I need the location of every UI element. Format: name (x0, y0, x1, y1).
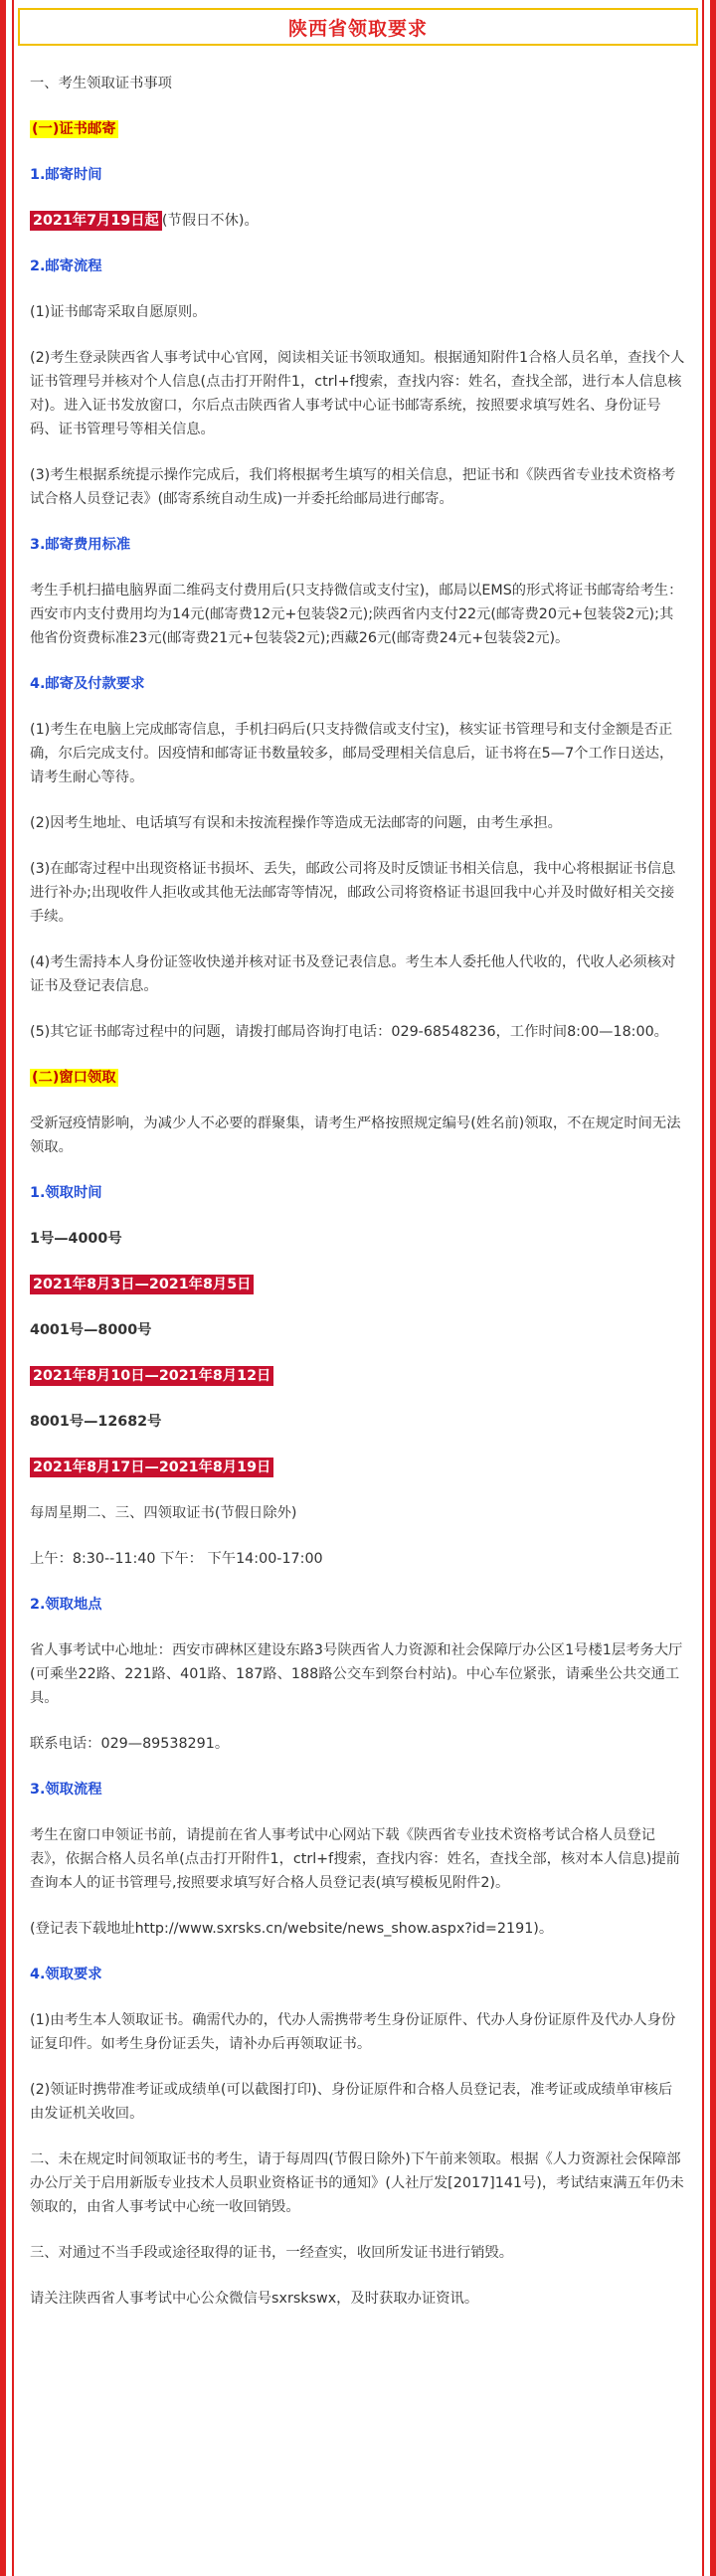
section-1-title: 一、考生领取证书事项 (30, 76, 172, 91)
fee-heading: 3.邮寄费用标准 (30, 537, 131, 553)
window-req-1: (1)由考生本人领取证书。确需代办的，代办人需携带考生身份证原件、代办人身份证原件及代办人身份证复印件。如考生身份证丢失，请补办后再领取证书。 (30, 2012, 676, 2052)
payment-2: (2)因考生地址、电话填写有误和未按流程操作等造成无法邮寄的问题，由考生承担。 (30, 815, 562, 831)
date-range-2: 2021年8月10日—2021年8月12日 (30, 1366, 273, 1386)
mail-flow-heading: 2.邮寄流程 (30, 258, 102, 274)
window-intro: 受新冠疫情影响，为减少人不必要的群聚集，请考生严格按照规定编号(姓名前)领取，不在规定时间无法领取。 (30, 1116, 681, 1155)
mail-heading: (一)证书邮寄 (32, 121, 116, 137)
follow-wechat: 请关注陕西省人事考试中心公众微信号sxrskswx，及时获取办证资讯。 (30, 2291, 479, 2307)
mail-time-heading: 1.邮寄时间 (30, 167, 102, 183)
window-flow-heading: 3.领取流程 (30, 1782, 102, 1798)
mail-flow-1: (1)证书邮寄采取自愿原则。 (30, 304, 207, 320)
payment-5: (5)其它证书邮寄过程中的问题，请拨打邮局咨询打电话：029-68548236，工作时间8:00—18:00。 (30, 1024, 668, 1040)
number-range-1: 1号—4000号 (30, 1231, 122, 1247)
number-range-2: 4001号—8000号 (30, 1322, 152, 1338)
payment-1: (1)考生在电脑上完成邮寄信息，手机扫码后(只支持微信或支付宝)，核实证书管理号和支付金额是否正确，尔后完成支付。因疫情和邮寄证书数量较多，邮局受理相关信息后，证书将在5—7个工作日送达，请考生耐心等待。 (30, 722, 674, 785)
article-body (30, 50, 686, 2311)
payment-3: (3)在邮寄过程中出现资格证书损坏、丢失，邮政公司将及时反馈证书相关信息，我中心将根据证书信息进行补办;出现收件人拒收或其他无法邮寄等情况，邮政公司将资格证书退回我中心并及时做好相关交接手续。 (30, 861, 676, 925)
window-req-heading: 4.领取要求 (30, 1967, 102, 1982)
number-range-3: 8001号—12682号 (30, 1414, 162, 1430)
weekly-schedule: 每周星期二、三、四领取证书(节假日除外) (30, 1505, 297, 1521)
payment-heading: 4.邮寄及付款要求 (30, 676, 145, 692)
mail-date-note: (节假日不休)。 (161, 213, 259, 229)
window-flow-text: 考生在窗口申领证书前，请提前在省人事考试中心网站下载《陕西省专业技术资格考试合格人员登记表》，依据合格人员名单(点击打开附件1，ctrl+f搜索，查找内容：姓名，查找全部，核对本人信息)提前查询本人的证书管理号,按照要求填写好合格人员登记表(填写模板见附件2)。 (30, 1827, 680, 1891)
section-2-text: 二、未在规定时间领取证书的考生，请于每周四(节假日除外)下午前来领取。根据《人力资源社会保障部办公厅关于启用新版专业技术人员职业资格证书的通知》(人社厅发[2017]141号)，考试结束满五年仍未领取的，由省人事考试中心统一收回销毁。 (30, 2151, 684, 2215)
date-range-3: 2021年8月17日—2021年8月19日 (30, 1458, 273, 1477)
title-banner (18, 8, 698, 46)
mail-date-line (30, 209, 686, 233)
payment-4: (4)考生需持本人身份证签收快递并核对证书及登记表信息。考生本人委托他人代收的，代收人必须核对证书及登记表信息。 (30, 954, 676, 994)
place-heading: 2.领取地点 (30, 1597, 102, 1613)
download-link[interactable]: (登记表下载地址http://www.sxrsks.cn/website/news_show.aspx?id=2191)。 (30, 1921, 554, 1937)
section-3-text: 三、对通过不当手段或途径取得的证书，一经查实，收回所发证书进行销毁。 (30, 2245, 514, 2261)
window-time-heading: 1.领取时间 (30, 1185, 102, 1201)
fee-text: 考生手机扫描电脑界面二维码支付费用后(只支持微信或支付宝)，邮局以EMS的形式将证书邮寄给考生：西安市内支付费用均为14元(邮寄费12元+包装袋2元);陕西省内支付22元(邮寄费20元+包装袋2元);其他省份资费标准23元(邮寄费21元+包装袋2元);西藏26元(邮寄费24元+包装袋2元)。 (30, 583, 683, 646)
page-title: 陕西省领取要求 (287, 17, 428, 40)
place-address: 省人事考试中心地址：西安市碑林区建设东路3号陕西省人力资源和社会保障厅办公区1号楼1层考务大厅(可乘坐22路、221路、401路、187路、188路公交车到祭台村站)。中心车位紧张，请乘坐公共交通工具。 (30, 1642, 683, 1706)
mail-flow-2: (2)考生登录陕西省人事考试中心官网，阅读相关证书领取通知。根据通知附件1合格人员名单，查找个人证书管理号并核对个人信息(点击打开附件1，ctrl+f搜索，查找内容：姓名，查找全部，进行本人信息核对)。进入证书发放窗口，尔后点击陕西省人事考试中心证书邮寄系统，按照要求填写姓名、身份证号码、证书管理号等相关信息。 (30, 350, 685, 437)
date-range-1: 2021年8月3日—2021年8月5日 (30, 1275, 254, 1294)
window-heading: (二)窗口领取 (32, 1070, 116, 1086)
contact-phone: 联系电话：029—89538291。 (30, 1736, 230, 1752)
window-req-2: (2)领证时携带准考证或成绩单(可以截图打印)、身份证原件和合格人员登记表，准考证或成绩单审核后由发证机关收回。 (30, 2082, 673, 2122)
mail-flow-3: (3)考生根据系统提示操作完成后，我们将根据考生填写的相关信息，把证书和《陕西省专业技术资格考试合格人员登记表》(邮寄系统自动生成)一并委托给邮局进行邮寄。 (30, 467, 676, 507)
mail-date-badge: 2021年7月19日起 (30, 211, 162, 231)
office-hours: 上午：8:30--11:40 下午： 下午14:00-17:00 (30, 1551, 323, 1567)
